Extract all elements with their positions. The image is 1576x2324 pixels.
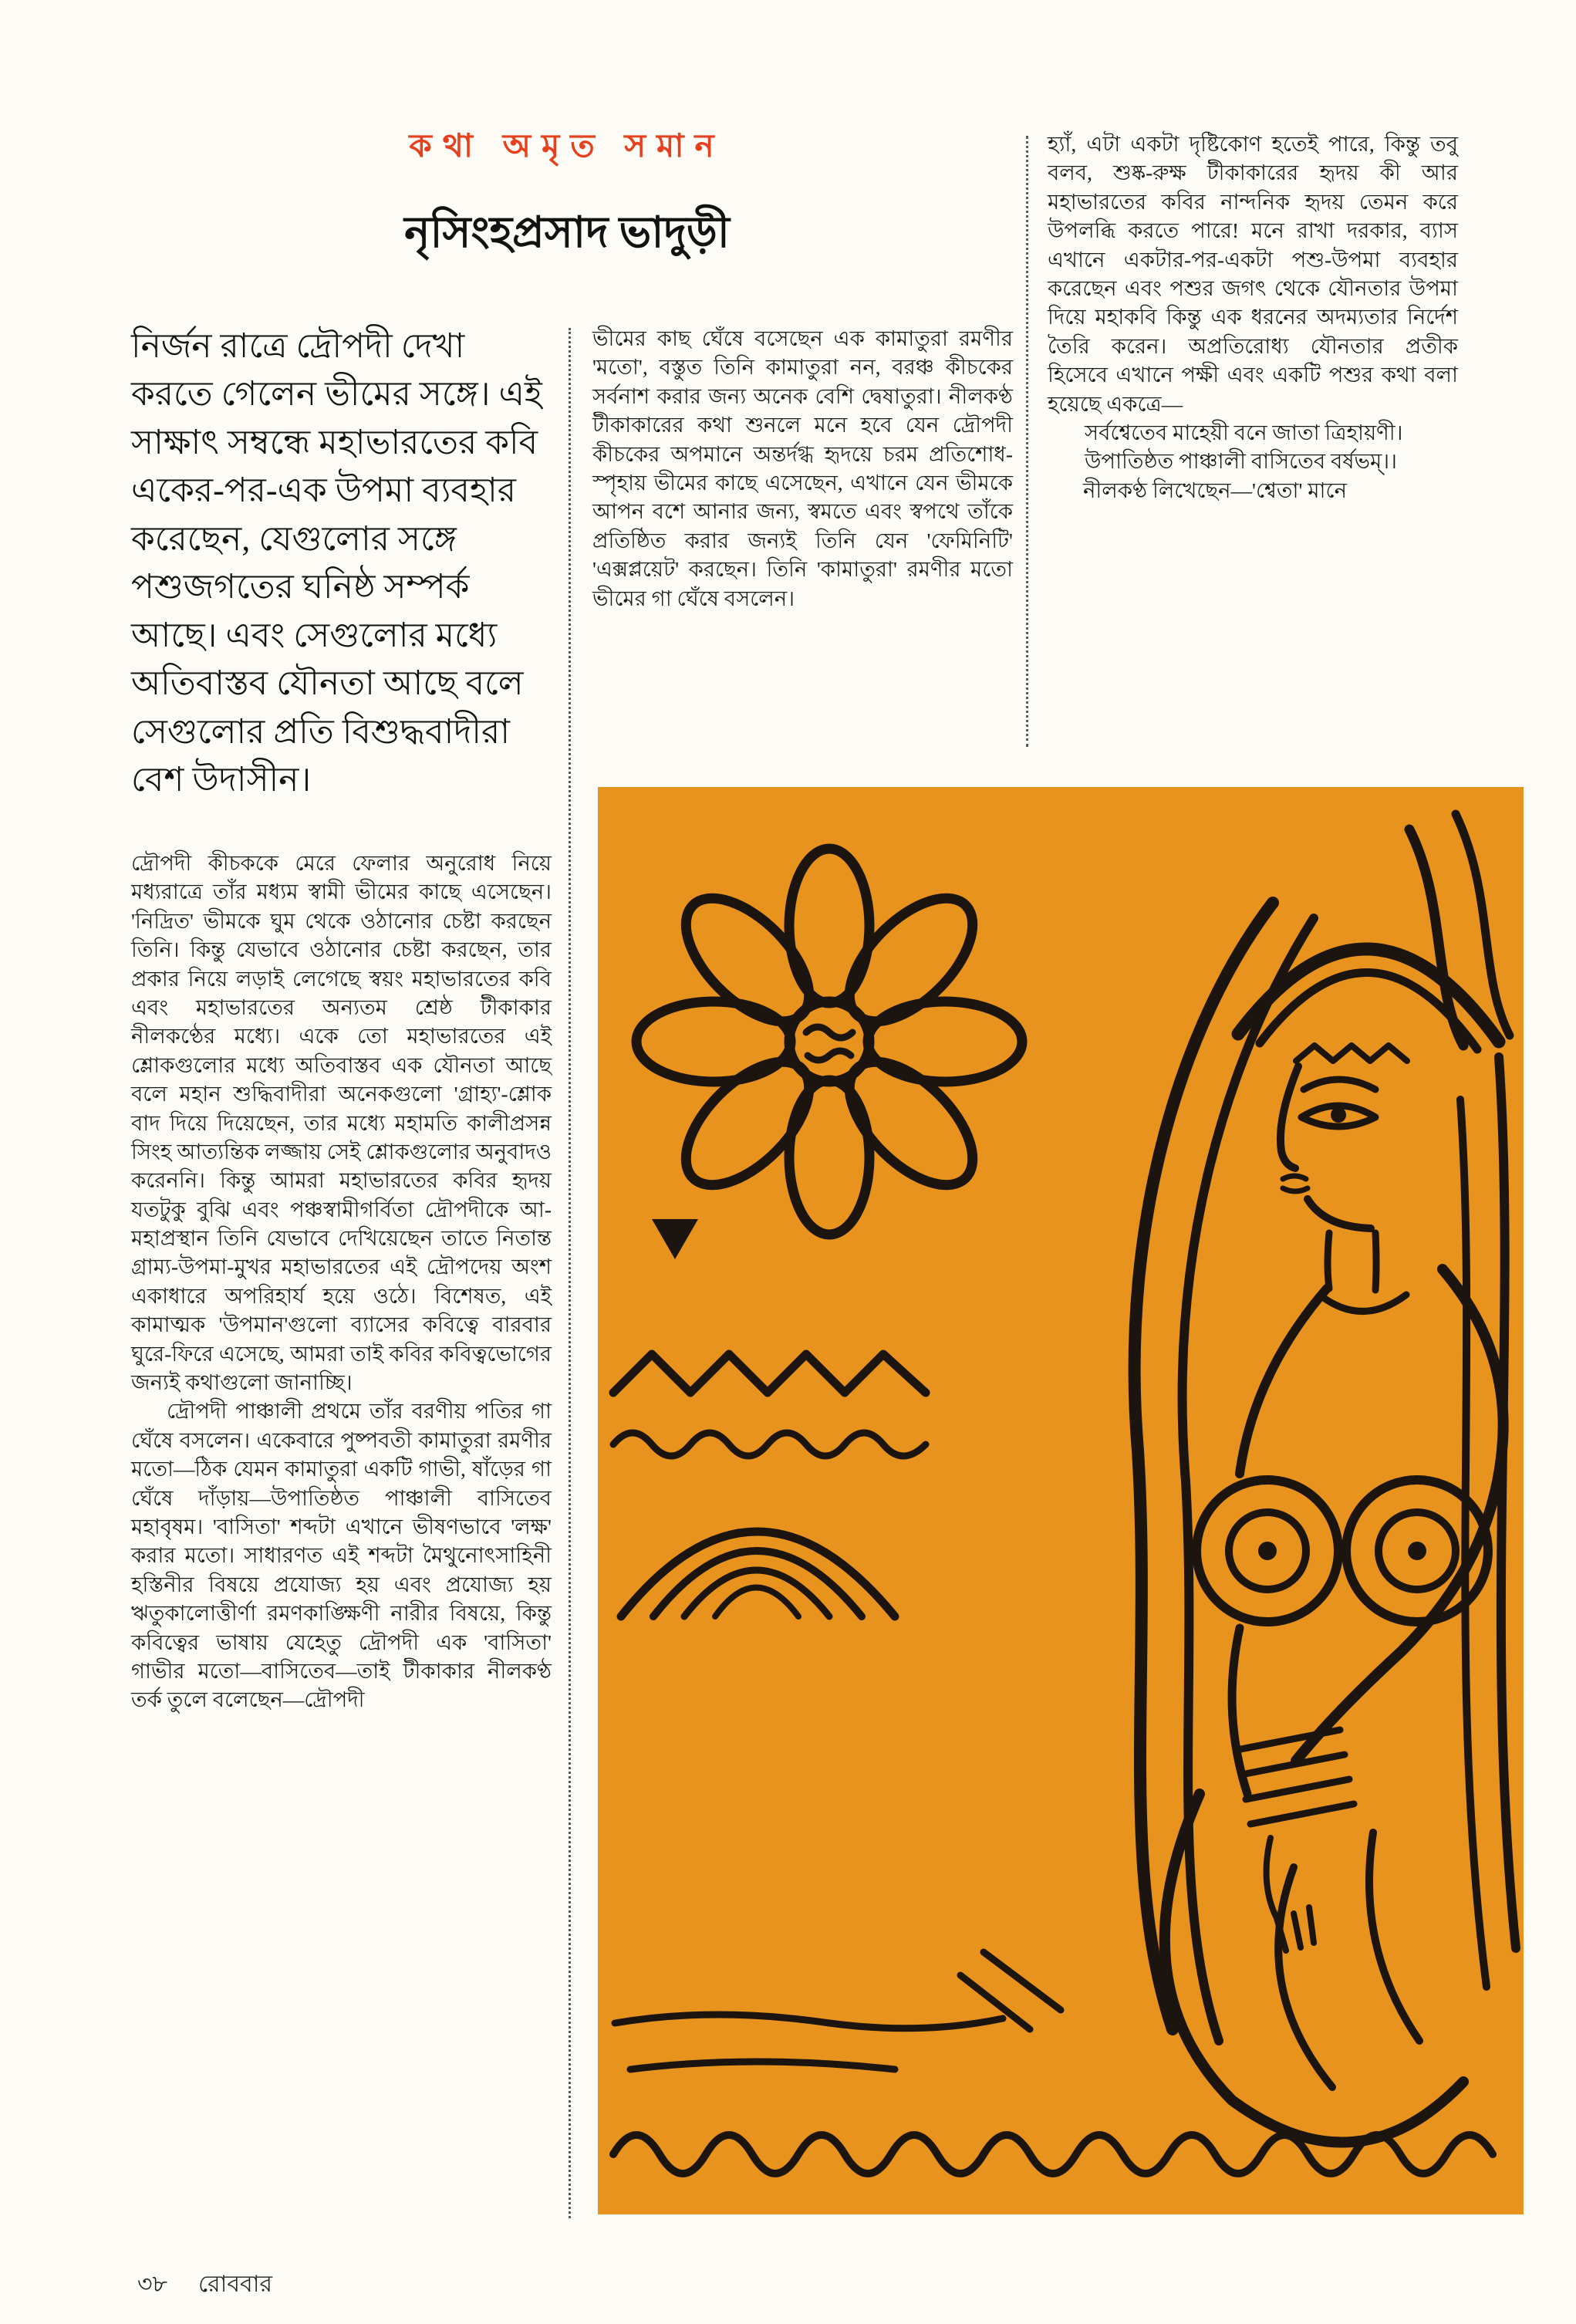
verse-line: উপাতিষ্ঠত পাঞ্চালী বাসিতেব বর্ষভম্।।	[1085, 449, 1397, 474]
body-paragraph: ভীমের কাছ ঘেঁষে বসেছেন এক কামাতুরা রমণীর 'মতো', বস্তুত তিনি কামাতুরা নন, বরঞ্চ কীচকের সর্বনাশ করার জন্য অনেক বেশি দ্বেষাতুরা। নীলকণ্ঠ টীকাকারের কথা শুনলে মনে হবে যেন দ্রৌপদী কীচকের অপমানে অন্তর্দগ্ধ হৃদয়ে চরম প্রতিশোধ-স্পৃহায় ভীমের কাছে এসেছেন, এখানে যেন ভীমকে আপন বশে আনার জন্য, স্বমতে এবং স্বপথে তাঁকে প্রতিষ্ঠিত করার জন্যই তিনি যেন 'ফেমিনিটি' 'এক্সপ্লয়েট' করছেন। তিনি 'কামাতুরা' রমণীর মতো ভীমের গা ঘেঁষে বসলেন।	[592, 326, 1013, 610]
column-3	[1048, 130, 1458, 505]
woman-flower-illustration	[598, 787, 1524, 2214]
magazine-name: রোববার	[197, 2272, 272, 2297]
intro-paragraph: নির্জন রাত্রে দ্রৌপদী দেখা করতে গেলেন ভীমের সঙ্গে। এই সাক্ষাৎ সম্বন্ধে মহাভারতের কবি একের-পর-এক উপমা ব্যবহার করেছেন, যেগুলোর সঙ্গে পশুজগতের ঘনিষ্ঠ সম্পর্ক আছে। এবং সেগুলোর মধ্যে অতিবাস্তব যৌনতা আছে বলে সেগুলোর প্রতি বিশুদ্ধবাদীরা বেশ উদাসীন।	[131, 327, 542, 799]
body-paragraph: দ্রৌপদী পাঞ্চালী প্রথমে তাঁর বরণীয় পতির গা ঘেঁষে বসলেন। একেবারে পুষ্পবতী কামাতুরা রমণীর মতো—ঠিক যেমন কামাতুরা একটি গাভী, ষাঁড়ের গা ঘেঁষে দাঁড়ায়—উপাতিষ্ঠত পাঞ্চালী বাসিতেব মহাবৃষম। 'বাসিতা' শব্দটা এখানে ভীষণভাবে 'লক্ষ' করার মতো। সাধারণত এই শব্দটা মৈথুনোৎসাহিনী হস্তিনীর বিষয়ে প্রযোজ্য হয় এবং প্রযোজ্য হয় ঋতুকালোত্তীর্ণা রমণকাঙ্ক্ষিণী নারীর বিষয়ে, কিন্তু কবিত্বের ভাষায় যেহেতু দ্রৌপদী এক 'বাসিতা' গাভীর মতো—বাসিতেব—তাই টীকাকার নীলকণ্ঠ তর্ক তুলে বলেছেন—দ্রৌপদী	[131, 1399, 552, 1712]
body-paragraph: নীলকণ্ঠ লিখেছেন—'শ্বেতা' মানে	[1083, 478, 1348, 502]
page-number: ৩৮	[137, 2272, 167, 2297]
author-title: নৃসিংহপ্রসাদ ভাদুড়ী	[404, 209, 730, 257]
section-kicker: কথা অমৃত সমান	[409, 129, 725, 164]
column-rule-right	[1026, 136, 1028, 747]
body-paragraph: হ্যাঁ, এটা একটা দৃষ্টিকোণ হতেই পারে, কিন্তু তবু বলব, শুষ্ক-রুক্ষ টীকাকারের হৃদয় কী আর মহাভারতের কবির নান্দনিক হৃদয় তেমন করে উপলব্ধি করতে পারে! মনে রাখা দরকার, ব্যাস এখানে একটার-পর-একটা পশু-উপমা ব্যবহার করেছেন এবং পশুর জগৎ থেকে যৌনতার উপমা দিয়ে মহাকবি কিন্তু এক ধরনের অদম্যতার নির্দেশ তৈরি করেন। অপ্রতিরোধ্য যৌনতার প্রতীক হিসেবে এখানে পক্ষী এবং একটি পশুর কথা বলা হয়েছে একত্রে—	[1048, 132, 1458, 416]
column-rule-left	[569, 328, 571, 2218]
verse-line: সর্বশ্বেতেব মাহেয়ী বনে জাতা ত্রিহায়ণী।	[1085, 420, 1403, 444]
illustration-artwork	[598, 787, 1524, 2214]
page-footer	[137, 2265, 272, 2305]
column-2	[592, 324, 1013, 613]
body-paragraph: দ্রৌপদী কীচককে মেরে ফেলার অনুরোধ নিয়ে মধ্যরাত্রে তাঁর মধ্যম স্বামী ভীমের কাছে এসেছেন। 'নিদ্রিত' ভীমকে ঘুম থেকে ওঠানোর চেষ্টা করছেন তিনি। কিন্তু যেভাবে ওঠানোর চেষ্টা করছেন, তার প্রকার নিয়ে লড়াই লেগেছে স্বয়ং মহাভারতের কবি এবং মহাভারতের অন্যতম শ্রেষ্ঠ টীকাকার নীলকণ্ঠের মধ্যে। একে তো মহাভারতের এই শ্লোকগুলোর মধ্যে অতিবাস্তব এক যৌনতা আছে বলে মহান শুদ্ধিবাদীরা অনেকগুলো 'গ্রাহ্য'-শ্লোক বাদ দিয়ে দিয়েছেন, তার মধ্যে মহামতি কালীপ্রসন্ন সিংহ আত্যন্তিক লজ্জায় সেই শ্লোকগুলোর অনুবাদও করেননি। কিন্তু আমরা মহাভারতের কবির হৃদয় যতটুকু বুঝি এবং পঞ্চস্বামীগর্বিতা দ্রৌপদীকে আ-মহাপ্রস্থান তিনি যেভাবে দেখিয়েছেন তাতে নিতান্ত গ্রাম্য-উপমা-মুখর মহাভারতের এই দ্রৌপদেয় অংশ একাধারে অপরিহার্য হয়ে ওঠে। বিশেষত, এই কামাত্মক 'উপমান'গুলো ব্যাসের কবিত্বে বারবার ঘুরে-ফিরে এসেছে, আমরা তাই কবির কবিত্বভোগের জন্যই কথাগুলো জানাচ্ছি।	[131, 851, 552, 1395]
column-1	[131, 849, 552, 1714]
